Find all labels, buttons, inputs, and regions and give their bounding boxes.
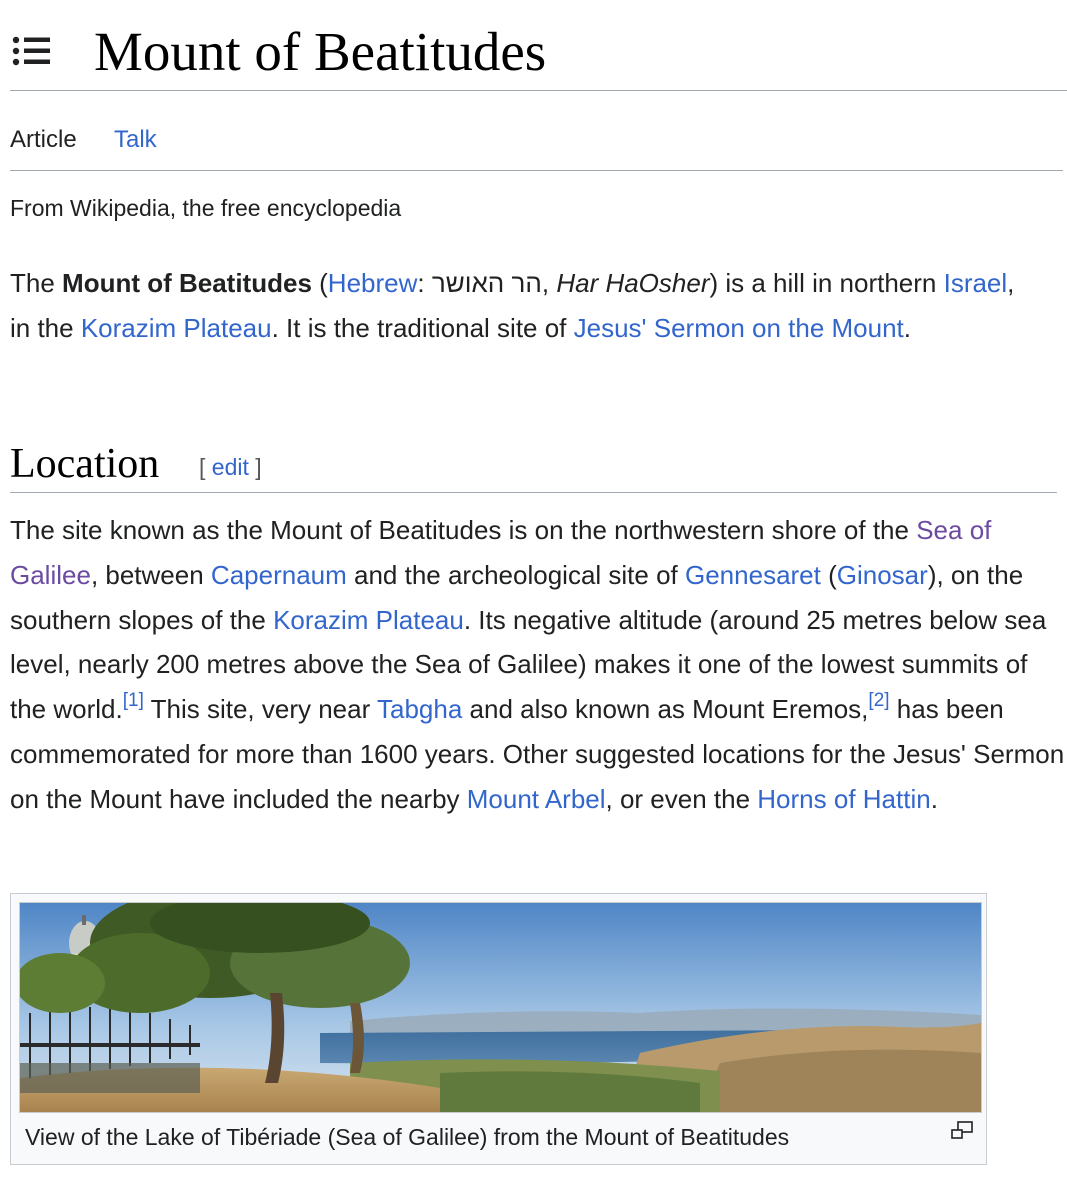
link-horns-of-hattin[interactable]: Horns of Hattin [757,783,931,814]
page-header [10,14,1067,91]
text: , between [90,559,211,590]
link-hebrew[interactable]: Hebrew [327,268,418,298]
panorama-image[interactable] [19,902,982,1113]
link-sermon-on-the-mount[interactable]: Jesus' Sermon on the Mount [573,312,904,343]
text: . Its negative altitude (around 25 metres below sea level, nearly 200 metres above the Sea of Galilee) makes it one of the lowest summits of the world. [10,604,1047,725]
link-korazim-plateau[interactable]: Korazim Plateau [273,604,464,635]
reference-1[interactable]: [1] [122,690,144,712]
text: The [10,268,63,298]
panorama-illustration [20,903,981,1112]
link-sea-of-galilee[interactable]: Sea of Galilee [10,515,992,590]
link-tabgha[interactable]: Tabgha [377,694,463,725]
link-mount-arbel[interactable]: Mount Arbel [466,783,606,814]
table-of-contents-icon[interactable] [12,36,52,66]
edit-bracket-close: ] [248,454,262,480]
page-title: Mount of Beatitudes [94,21,547,82]
text: , [541,268,557,298]
text: , in the [10,268,1015,343]
site-tagline: From Wikipedia, the free encyclopedia [10,195,402,221]
text: , or even the [605,783,758,814]
tab-article[interactable]: Article [10,126,77,153]
text: The site known as the Mount of Beatitudes is on the northwestern shore of the [10,515,917,545]
text: ) is a hill in northern [709,268,944,298]
enlarge-icon[interactable] [950,1120,974,1142]
page-tabs [10,118,1063,171]
link-korazim-plateau[interactable]: Korazim Plateau [80,312,272,343]
text: . It is the traditional site of [271,312,574,343]
hebrew-text: הר האושר [431,268,542,298]
text: and the archeological site of [346,559,685,590]
section-title: Location [10,441,160,487]
section-heading-location [10,432,1057,493]
edit-bracket-open: [ [199,454,212,480]
bold-title: Mount of Beatitudes [62,268,312,298]
text: ( [820,559,837,590]
text: ), on the southern slopes of the [10,559,1024,635]
link-gennesaret[interactable]: Gennesaret [685,559,821,590]
edit-section-link[interactable]: edit [211,454,249,480]
text: and also known as Mount Eremos, [462,694,869,725]
link-capernaum[interactable]: Capernaum [210,559,347,590]
figure-caption: View of the Lake of Tibériade (Sea of Galilee) from the Mount of Beatitudes [25,1124,790,1150]
intro-paragraph [10,261,1040,351]
text: : [417,268,432,298]
text: has been commemorated for more than 1600 years. Other suggested locations for the Jesus' Sermon on the Mount have included the nearby [10,694,1065,814]
edit-section [199,452,262,482]
transliteration: Har HaOsher [556,268,710,298]
text: . [903,312,912,343]
text: . [930,783,938,814]
text: ( [311,268,328,298]
tab-talk[interactable]: Talk [114,126,157,153]
panorama-figure [10,893,987,1165]
text: This site, very near [143,694,377,725]
location-paragraph [10,508,1065,822]
reference-2[interactable]: [2] [868,690,890,712]
link-israel[interactable]: Israel [943,268,1008,298]
link-ginosar[interactable]: Ginosar [836,559,928,590]
